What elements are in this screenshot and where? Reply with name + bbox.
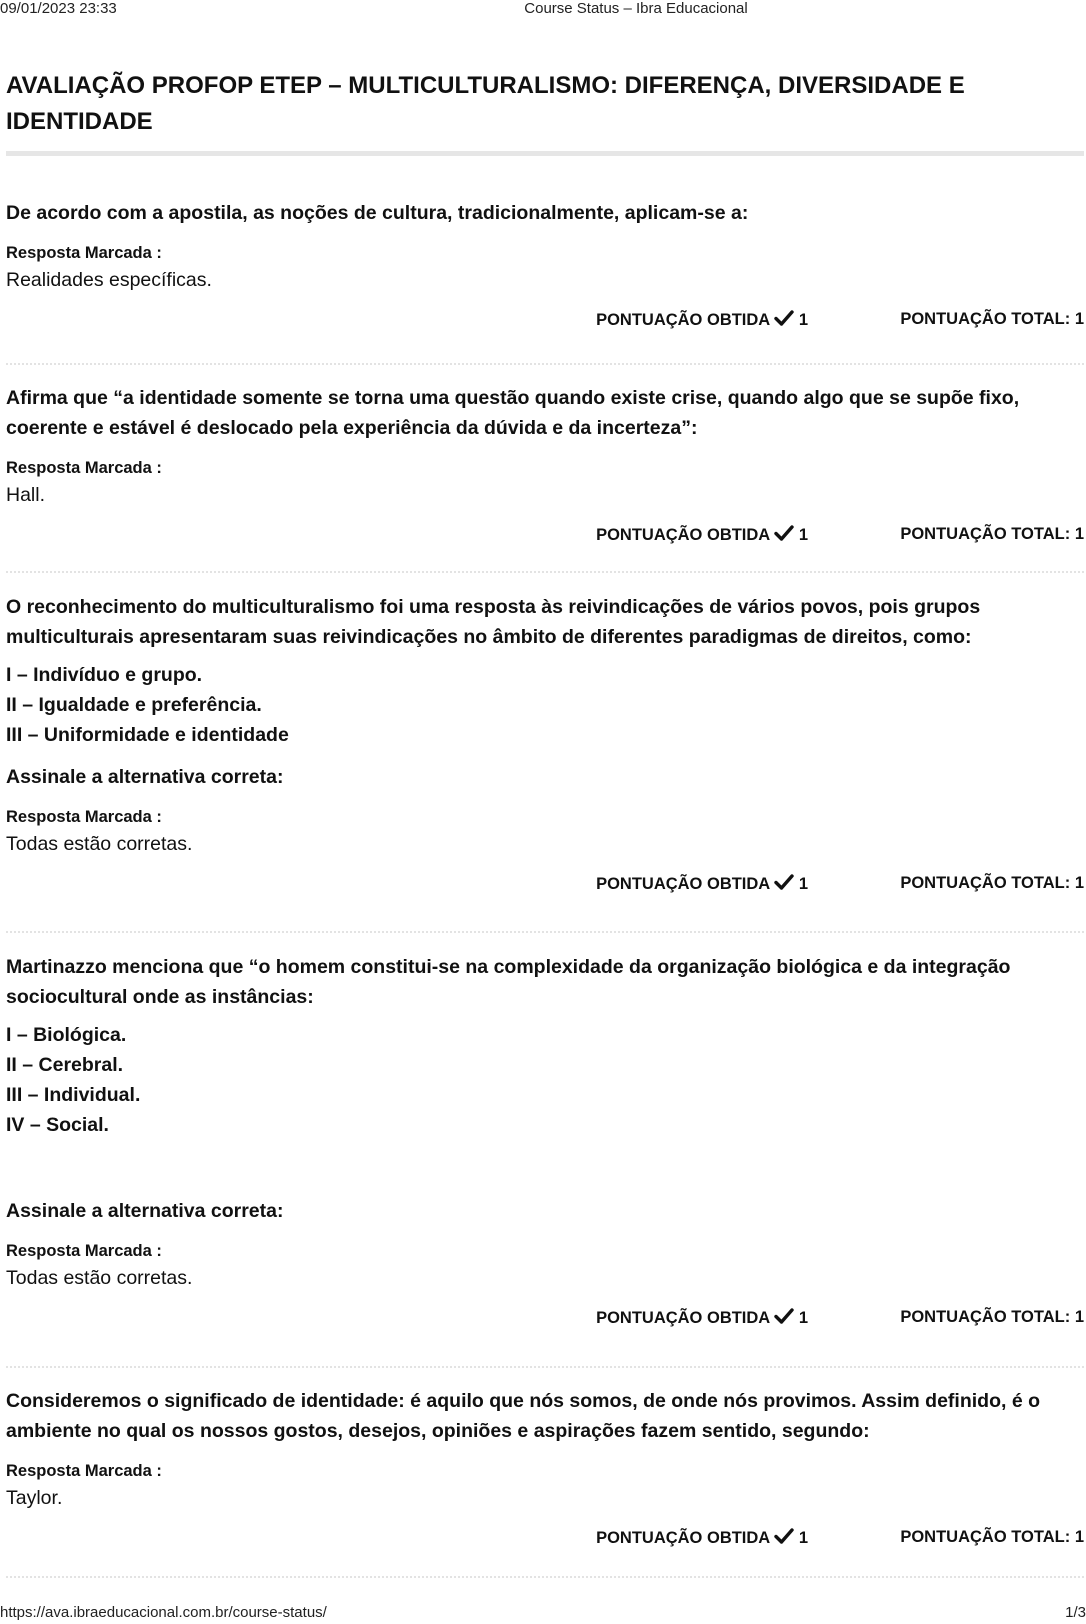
score-row — [6, 310, 1084, 334]
answer-label: Resposta Marcada : — [6, 1462, 162, 1480]
print-header — [0, 0, 1086, 18]
question-instruction: Assinale a alternativa correta: — [6, 766, 284, 788]
answer-value: Todas estão corretas. — [6, 1267, 193, 1289]
answer-value: Todas estão corretas. — [6, 833, 193, 855]
score-total: PONTUAÇÃO TOTAL: 1 — [900, 1308, 1084, 1326]
score-obtained: PONTUAÇÃO OBTIDA 1 — [596, 1309, 808, 1327]
question-items — [6, 1020, 1084, 1140]
title-divider — [6, 151, 1084, 156]
question-text: Martinazzo menciona que “o homem constitui-se na complexidade da organização biológica e da integração sociocultural onde as instâncias: — [6, 956, 1011, 1008]
question-divider — [6, 1576, 1084, 1578]
question-text: De acordo com a apostila, as noções de cultura, tradicionalmente, aplicam-se a: — [6, 202, 749, 224]
check-icon — [774, 1308, 794, 1324]
print-page-title: Course Status – Ibra Educacional — [524, 0, 748, 17]
question-5 — [6, 1386, 1084, 1552]
question-item: I – Biológica. — [6, 1024, 127, 1046]
question-2 — [6, 383, 1084, 549]
question-3 — [6, 592, 1084, 898]
score-obtained: PONTUAÇÃO OBTIDA 1 — [596, 526, 808, 544]
question-text: O reconhecimento do multiculturalismo foi uma resposta às reivindicações de vários povos, pois grupos multiculturais apresentaram suas reivindicações no âmbito de diferentes paradigmas de direitos, como: — [6, 596, 981, 648]
check-icon — [774, 1528, 794, 1544]
check-icon — [774, 310, 794, 326]
question-divider — [6, 1366, 1084, 1368]
score-row — [6, 1308, 1084, 1332]
print-url: https://ava.ibraeducacional.com.br/course-status/ — [0, 1604, 327, 1621]
answer-value: Realidades específicas. — [6, 269, 212, 291]
print-date: 09/01/2023 23:33 — [0, 0, 117, 17]
question-divider — [6, 931, 1084, 933]
check-icon — [774, 874, 794, 890]
answer-value: Taylor. — [6, 1487, 63, 1509]
answer-label: Resposta Marcada : — [6, 1242, 162, 1260]
score-total: PONTUAÇÃO TOTAL: 1 — [900, 874, 1084, 892]
question-divider — [6, 571, 1084, 573]
score-total: PONTUAÇÃO TOTAL: 1 — [900, 1528, 1084, 1546]
question-item: IV – Social. — [6, 1114, 109, 1136]
answer-label: Resposta Marcada : — [6, 459, 162, 477]
score-obtained: PONTUAÇÃO OBTIDA 1 — [596, 1529, 808, 1547]
score-total: PONTUAÇÃO TOTAL: 1 — [900, 525, 1084, 543]
question-1 — [6, 198, 1084, 334]
question-instruction: Assinale a alternativa correta: — [6, 1200, 284, 1222]
page-title: AVALIAÇÃO PROFOP ETEP – MULTICULTURALISMO: DIFERENÇA, DIVERSIDADE E IDENTIDADE — [6, 72, 965, 135]
question-text: Consideremos o significado de identidade: é aquilo que nós somos, de onde nós provimos. Assim definido, é o ambiente no qual os nossos gostos, desejos, opiniões e aspirações fazem sentido, segundo: — [6, 1390, 1041, 1442]
answer-value: Hall. — [6, 484, 46, 506]
question-item: III – Individual. — [6, 1084, 141, 1106]
score-obtained: PONTUAÇÃO OBTIDA 1 — [596, 311, 808, 329]
question-item: I – Indivíduo e grupo. — [6, 664, 203, 686]
print-footer — [0, 1604, 1086, 1624]
check-icon — [774, 525, 794, 541]
print-page-number: 1/3 — [1065, 1604, 1086, 1621]
score-obtained: PONTUAÇÃO OBTIDA 1 — [596, 875, 808, 893]
score-row — [6, 525, 1084, 549]
score-row — [6, 874, 1084, 898]
score-row — [6, 1528, 1084, 1552]
question-text: Afirma que “a identidade somente se torna uma questão quando existe crise, quando algo que se supõe fixo, coerente e estável é deslocado pela experiência da dúvida e da incerteza”: — [6, 387, 1020, 439]
score-total: PONTUAÇÃO TOTAL: 1 — [900, 310, 1084, 328]
answer-label: Resposta Marcada : — [6, 808, 162, 826]
answer-label: Resposta Marcada : — [6, 244, 162, 262]
question-4 — [6, 952, 1084, 1332]
question-items — [6, 660, 1084, 750]
question-divider — [6, 363, 1084, 365]
question-item: III – Uniformidade e identidade — [6, 724, 289, 746]
question-item: II – Cerebral. — [6, 1054, 124, 1076]
question-item: II – Igualdade e preferência. — [6, 694, 262, 716]
